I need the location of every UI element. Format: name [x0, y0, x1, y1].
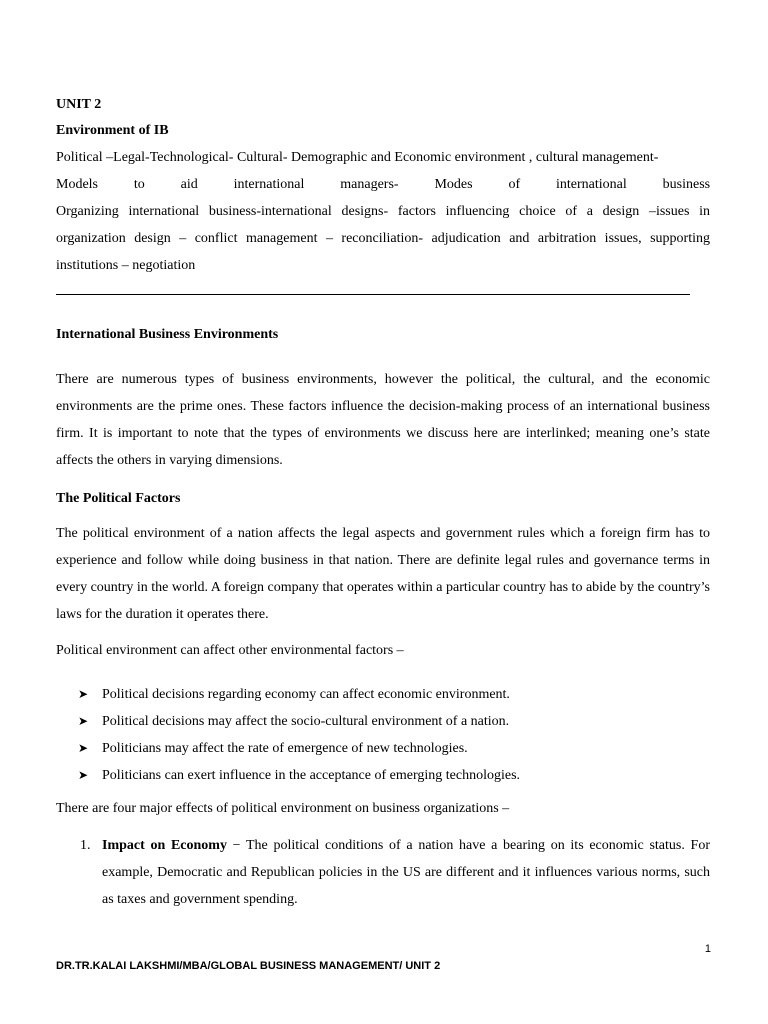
arrow-bullet-icon: ➤ — [78, 768, 89, 782]
page-number: 1 — [704, 943, 711, 955]
effect-text: − The political conditions of a nation have a bearing on its economic status. For example, Democratic and Republican policies in the US are different and it influences various norms, such as taxes and government spending. — [102, 838, 710, 907]
list-item — [56, 708, 710, 735]
effect-number: 1. — [80, 838, 91, 853]
page-footer: DR.TR.KALAI LAKSHMI/MBA/GLOBAL BUSINESS MANAGEMENT/ UNIT 2 — [56, 960, 441, 972]
effect-item — [56, 832, 710, 913]
unit-label: UNIT 2 — [56, 97, 102, 112]
list-item-text: Political decisions may affect the socio-cultural environment of a nation. — [102, 714, 510, 729]
paragraph-political-factors: The political environment of a nation affects the legal aspects and government rules which a foreign firm has to experience and follow while doing business in that nation. There are definite legal rules and governance terms in every country in the world. A foreign company that operates within a particular country has to abide by the country’s laws for the duration it operates there. — [56, 526, 710, 622]
effect-title: Impact on Economy — [102, 838, 227, 853]
section-heading-political-factors: The Political Factors — [56, 491, 181, 506]
syllabus-word: Models — [56, 177, 98, 192]
divider — [56, 294, 690, 295]
arrow-bullet-icon: ➤ — [78, 687, 89, 701]
paragraph-business-environments: There are numerous types of business environments, however the political, the cultural, and the economic environments are the prime ones. These factors influence the decision-making process of an international business firm. It is important to note that the types of environments we discuss here are interlinked; meaning one’s state affects the others in varying dimensions. — [56, 372, 710, 468]
syllabus-word: Modes — [434, 177, 473, 192]
list-item — [56, 681, 710, 708]
political-effects-list — [56, 681, 710, 789]
syllabus-line-1: Political –Legal-Technological- Cultural- Demographic and Economic environment , cultural management- — [56, 150, 659, 165]
syllabus-word: international — [233, 177, 305, 192]
list-item-text: Political decisions regarding economy can affect economic environment. — [102, 687, 510, 702]
list-intro: Political environment can affect other environmental factors – — [56, 643, 404, 658]
effects-list — [56, 832, 710, 913]
list-item-text: Politicians can exert influence in the acceptance of emerging technologies. — [102, 768, 521, 783]
syllabus-word: to — [133, 177, 145, 192]
syllabus-word: aid — [180, 177, 198, 192]
arrow-bullet-icon: ➤ — [78, 714, 89, 728]
syllabus-line-2 — [56, 171, 710, 198]
syllabus-word: managers- — [340, 177, 399, 192]
syllabus-word: of — [508, 177, 521, 192]
list-item — [56, 762, 710, 789]
syllabus-word: international — [556, 177, 627, 192]
list-item-text: Politicians may affect the rate of emergence of new technologies. — [102, 741, 468, 756]
list-item — [56, 735, 710, 762]
syllabus-rest: Organizing international business-international designs- factors influencing choice of a design –issues in organization design – conflict management – reconciliation- adjudication and arbitration issues, supporting institutions – negotiation — [56, 204, 710, 273]
effects-intro: There are four major effects of political environment on business organizations – — [56, 801, 510, 816]
page-title: Environment of IB — [56, 123, 169, 138]
section-heading-business-environments: International Business Environments — [56, 327, 279, 342]
syllabus-word: business — [662, 177, 710, 192]
arrow-bullet-icon: ➤ — [78, 741, 89, 755]
